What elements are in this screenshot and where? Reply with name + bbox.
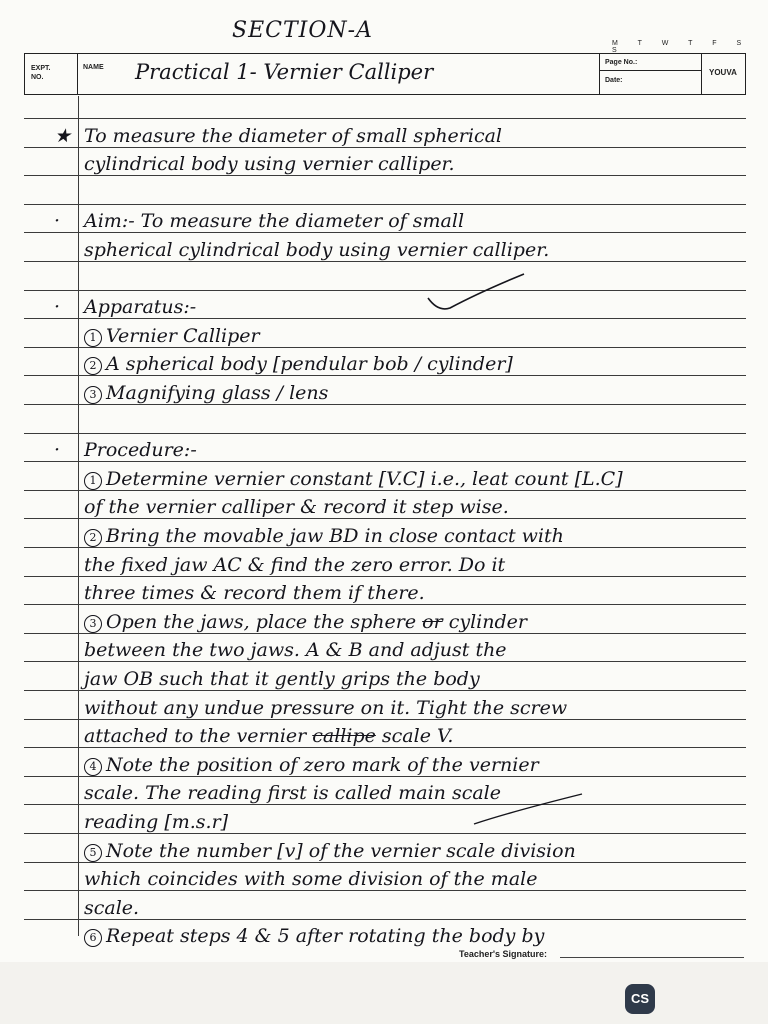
text-line bbox=[84, 897, 139, 919]
text-line bbox=[84, 697, 567, 719]
line-text-continued: scale V. bbox=[375, 725, 454, 747]
ruled-line bbox=[24, 347, 746, 348]
line-text: attached to the vernier bbox=[84, 725, 313, 747]
bullet-marker: ★ bbox=[54, 125, 72, 147]
page-no-label: Page No.: bbox=[605, 59, 638, 66]
ruled-line bbox=[24, 833, 746, 834]
text-line bbox=[84, 725, 453, 747]
step-number: 2 bbox=[84, 529, 102, 547]
ruled-line bbox=[24, 661, 746, 662]
text-line bbox=[84, 925, 544, 947]
ruled-line bbox=[24, 719, 746, 720]
line-text: three times & record them if there. bbox=[84, 582, 425, 604]
line-text: without any undue pressure on it. Tight the screw bbox=[84, 697, 568, 719]
line-text: the fixed jaw AC & find the zero error. Do it bbox=[84, 554, 506, 576]
page-header-box bbox=[24, 53, 746, 95]
ruled-line bbox=[24, 404, 746, 405]
text-line bbox=[84, 468, 623, 490]
step-number: 2 bbox=[84, 357, 102, 375]
line-text: Bring the movable jaw BD in close contact with bbox=[106, 525, 564, 547]
line-text-continued: cylinder bbox=[442, 611, 527, 633]
struck-out-word: or bbox=[422, 611, 443, 633]
text-line bbox=[84, 782, 501, 804]
line-text: Repeat steps 4 & 5 after rotating the body by bbox=[106, 925, 545, 947]
step-number: 6 bbox=[84, 929, 102, 947]
line-text: scale. bbox=[84, 897, 140, 919]
text-line bbox=[84, 382, 328, 404]
teacher-tick-mark bbox=[420, 268, 530, 318]
ruled-line bbox=[24, 804, 746, 805]
ruled-line bbox=[24, 633, 746, 634]
header-divider bbox=[599, 70, 701, 71]
header-divider bbox=[599, 54, 600, 94]
ruled-line bbox=[24, 290, 746, 291]
line-text: Aim:- To measure the diameter of small bbox=[84, 210, 465, 232]
step-number: 1 bbox=[84, 329, 102, 347]
ruled-line bbox=[24, 576, 746, 577]
ruled-line bbox=[24, 490, 746, 491]
text-line bbox=[84, 239, 549, 261]
ruled-line bbox=[24, 232, 746, 233]
ruled-line bbox=[24, 147, 746, 148]
expt-no-label: EXPT. NO. bbox=[31, 65, 51, 81]
line-text: spherical cylindrical body using vernier calliper. bbox=[84, 239, 550, 261]
line-text: A spherical body [pendular bob / cylinder] bbox=[106, 353, 513, 375]
struck-out-word: callipe bbox=[312, 725, 376, 747]
bullet-marker: · bbox=[54, 296, 61, 318]
name-label: NAME bbox=[83, 64, 104, 71]
camscanner-logo: CS bbox=[625, 984, 655, 1014]
step-number: 3 bbox=[84, 615, 102, 633]
text-line bbox=[84, 296, 196, 318]
line-text: Apparatus:- bbox=[84, 296, 197, 318]
section-title: SECTION-A bbox=[232, 18, 373, 43]
text-line bbox=[84, 496, 509, 518]
line-text: Determine vernier constant [V.C] i.e., leat count [L.C] bbox=[106, 468, 623, 490]
line-text: Procedure:- bbox=[84, 439, 197, 461]
line-text: Open the jaws, place the sphere bbox=[106, 611, 417, 633]
ruled-line bbox=[24, 518, 746, 519]
line-text: of the vernier calliper & record it step wise. bbox=[84, 496, 509, 518]
step-number: 1 bbox=[84, 472, 102, 490]
text-line bbox=[84, 325, 260, 347]
text-line bbox=[84, 153, 455, 175]
ruled-line bbox=[24, 547, 746, 548]
line-text: between the two jaws. A & B and adjust the bbox=[84, 639, 507, 661]
text-line bbox=[84, 611, 527, 633]
line-text: Vernier Calliper bbox=[106, 325, 260, 347]
header-divider bbox=[701, 54, 702, 94]
text-line bbox=[84, 554, 505, 576]
text-line bbox=[84, 582, 425, 604]
ruled-line bbox=[24, 919, 746, 920]
text-line bbox=[84, 353, 513, 375]
ruled-line bbox=[24, 118, 746, 119]
teacher-signature-label: Teacher's Signature: bbox=[459, 949, 548, 959]
text-line bbox=[84, 811, 228, 833]
text-line bbox=[84, 125, 502, 147]
line-text: Note the position of zero mark of the vernier bbox=[106, 754, 539, 776]
text-line bbox=[84, 668, 480, 690]
margin-line bbox=[78, 96, 79, 936]
practical-title: Practical 1- Vernier Calliper bbox=[135, 60, 434, 84]
signature-line bbox=[560, 957, 744, 958]
line-text: reading [m.s.r] bbox=[84, 811, 229, 833]
step-number: 4 bbox=[84, 758, 102, 776]
ruled-line bbox=[24, 776, 746, 777]
teacher-tick-mark bbox=[470, 790, 590, 830]
brand-label: YOUVA bbox=[709, 68, 737, 77]
ruled-line bbox=[24, 261, 746, 262]
ruled-line bbox=[24, 204, 746, 205]
line-text: Note the number [v] of the vernier scale division bbox=[106, 840, 576, 862]
step-number: 3 bbox=[84, 386, 102, 404]
ruled-line bbox=[24, 747, 746, 748]
text-line bbox=[84, 439, 197, 461]
text-line bbox=[84, 525, 564, 547]
step-number: 5 bbox=[84, 844, 102, 862]
ruled-line bbox=[24, 318, 746, 319]
date-label: Date: bbox=[605, 77, 623, 84]
text-line bbox=[84, 868, 537, 890]
line-text: which coincides with some division of the male bbox=[84, 868, 538, 890]
ruled-line bbox=[24, 604, 746, 605]
line-text: jaw OB such that it gently grips the body bbox=[84, 668, 480, 690]
text-line bbox=[84, 754, 539, 776]
line-text: Magnifying glass / lens bbox=[106, 382, 329, 404]
bullet-marker: · bbox=[54, 210, 61, 232]
header-divider bbox=[77, 54, 78, 94]
line-text: scale. The reading first is called main scale bbox=[84, 782, 501, 804]
ruled-line bbox=[24, 175, 746, 176]
bullet-marker: · bbox=[54, 439, 61, 461]
weekday-markers: M T W T F S S bbox=[612, 40, 751, 54]
text-line bbox=[84, 210, 464, 232]
ruled-line bbox=[24, 433, 746, 434]
ruled-line bbox=[24, 862, 746, 863]
ruled-line bbox=[24, 461, 746, 462]
text-line bbox=[84, 639, 507, 661]
text-line bbox=[84, 840, 576, 862]
ruled-line bbox=[24, 690, 746, 691]
line-text: cylindrical body using vernier calliper. bbox=[84, 153, 455, 175]
ruled-line bbox=[24, 890, 746, 891]
line-text: To measure the diameter of small spherical bbox=[84, 125, 502, 147]
ruled-line bbox=[24, 375, 746, 376]
